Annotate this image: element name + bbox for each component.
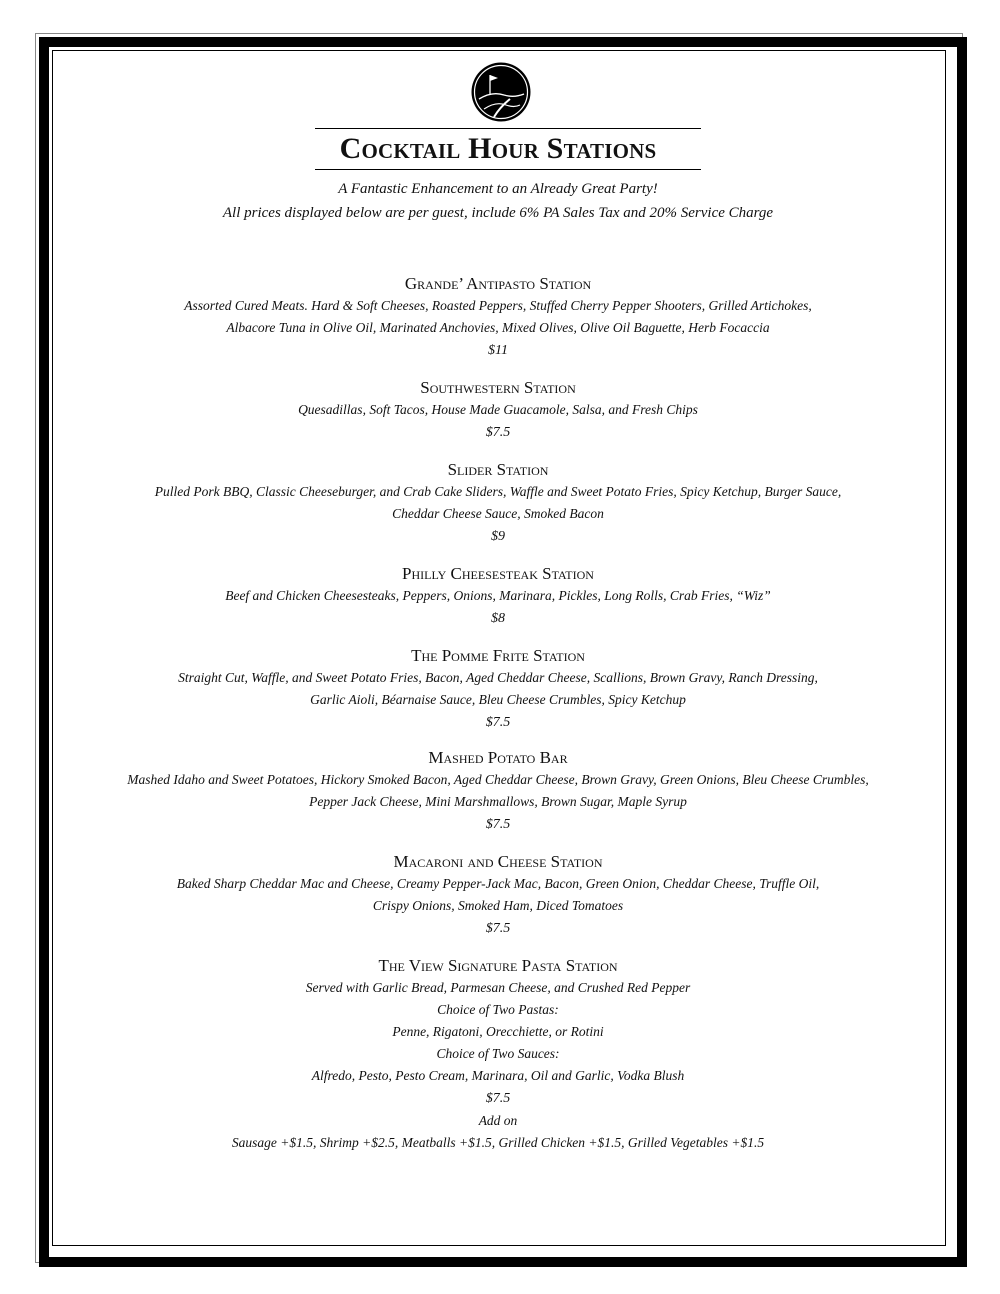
station-description: Garlic Aioli, Béarnaise Sauce, Bleu Cheese Crumbles, Spicy Ketchup xyxy=(310,692,686,707)
station-description: Mashed Idaho and Sweet Potatoes, Hickory Smoked Bacon, Aged Cheddar Cheese, Brown Gravy, Green Onions, Bleu Cheese Crumbles, xyxy=(127,772,869,787)
station-signature-pasta xyxy=(60,955,936,1154)
station-title: The View Signature Pasta Station xyxy=(378,956,618,975)
station-antipasto xyxy=(60,273,936,362)
station-description: Baked Sharp Cheddar Mac and Cheese, Creamy Pepper-Jack Mac, Bacon, Green Onion, Cheddar Cheese, Truffle Oil, xyxy=(176,876,820,891)
station-title: Mashed Potato Bar xyxy=(428,748,568,767)
station-philly-cheesesteak xyxy=(60,563,936,630)
station-price: $9 xyxy=(491,529,505,544)
title-rule-bottom xyxy=(315,169,701,170)
station-mac-and-cheese xyxy=(60,851,936,940)
station-description: Assorted Cured Meats. Hard & Soft Cheeses, Roasted Peppers, Stuffed Cherry Pepper Shooters, Grilled Artichokes, xyxy=(184,298,812,313)
station-title: Macaroni and Cheese Station xyxy=(393,852,603,871)
station-description: Quesadillas, Soft Tacos, House Made Guacamole, Salsa, and Fresh Chips xyxy=(298,402,698,417)
station-description: Choice of Two Pastas: xyxy=(437,1002,559,1017)
tagline-line: A Fantastic Enhancement to an Already Great Party! xyxy=(338,181,658,197)
station-title: Southwestern Station xyxy=(420,378,576,397)
station-description: Alfredo, Pesto, Pesto Cream, Marinara, Oil and Garlic, Vodka Blush xyxy=(311,1068,685,1083)
station-price: $8 xyxy=(491,611,505,626)
station-price: $7.5 xyxy=(485,1091,511,1106)
station-title: Grande’ Antipasto Station xyxy=(404,274,592,293)
station-pomme-frite xyxy=(60,645,936,734)
station-title: The Pomme Frite Station xyxy=(411,646,585,665)
station-price: $7.5 xyxy=(485,715,511,730)
station-description: Beef and Chicken Cheesesteaks, Peppers, Onions, Marinara, Pickles, Long Rolls, Crab Fries, “Wiz” xyxy=(225,588,771,603)
station-mashed-potato xyxy=(60,747,936,836)
golf-flag-hill-emblem-icon xyxy=(470,61,532,123)
station-description: Choice of Two Sauces: xyxy=(436,1046,560,1061)
page-title: Cocktail Hour Stations xyxy=(339,132,657,165)
station-title: Philly Cheesesteak Station xyxy=(402,564,594,583)
station-description: Penne, Rigatoni, Orecchiette, or Rotini xyxy=(392,1024,604,1039)
addon-items: Sausage +$1.5, Shrimp +$2.5, Meatballs +$1.5, Grilled Chicken +$1.5, Grilled Vegetables +$1.5 xyxy=(231,1135,765,1150)
station-description: Served with Garlic Bread, Parmesan Cheese, and Crushed Red Pepper xyxy=(305,980,691,995)
station-price: $7.5 xyxy=(485,425,511,440)
station-slider xyxy=(60,459,936,548)
station-description: Albacore Tuna in Olive Oil, Marinated Anchovies, Mixed Olives, Olive Oil Baguette, Herb Focaccia xyxy=(226,320,770,335)
station-description: Pepper Jack Cheese, Mini Marshmallows, Brown Sugar, Maple Syrup xyxy=(309,794,687,809)
station-description: Pulled Pork BBQ, Classic Cheeseburger, and Crab Cake Sliders, Waffle and Sweet Potato Fries, Spicy Ketchup, Burger Sauce, xyxy=(154,484,842,499)
station-description: Crispy Onions, Smoked Ham, Diced Tomatoes xyxy=(372,898,624,913)
station-price: $7.5 xyxy=(485,817,511,832)
station-title: Slider Station xyxy=(447,460,549,479)
station-description: Cheddar Cheese Sauce, Smoked Bacon xyxy=(392,506,604,521)
station-price: $11 xyxy=(488,343,508,358)
station-southwestern xyxy=(60,377,936,444)
station-price: $7.5 xyxy=(485,921,511,936)
addon-label: Add on xyxy=(478,1113,518,1128)
tagline-line: All prices displayed below are per guest, include 6% PA Sales Tax and 20% Service Charge xyxy=(222,205,774,221)
station-description: Straight Cut, Waffle, and Sweet Potato Fries, Bacon, Aged Cheddar Cheese, Scallions, Brown Gravy, Ranch Dressing, xyxy=(178,670,818,685)
